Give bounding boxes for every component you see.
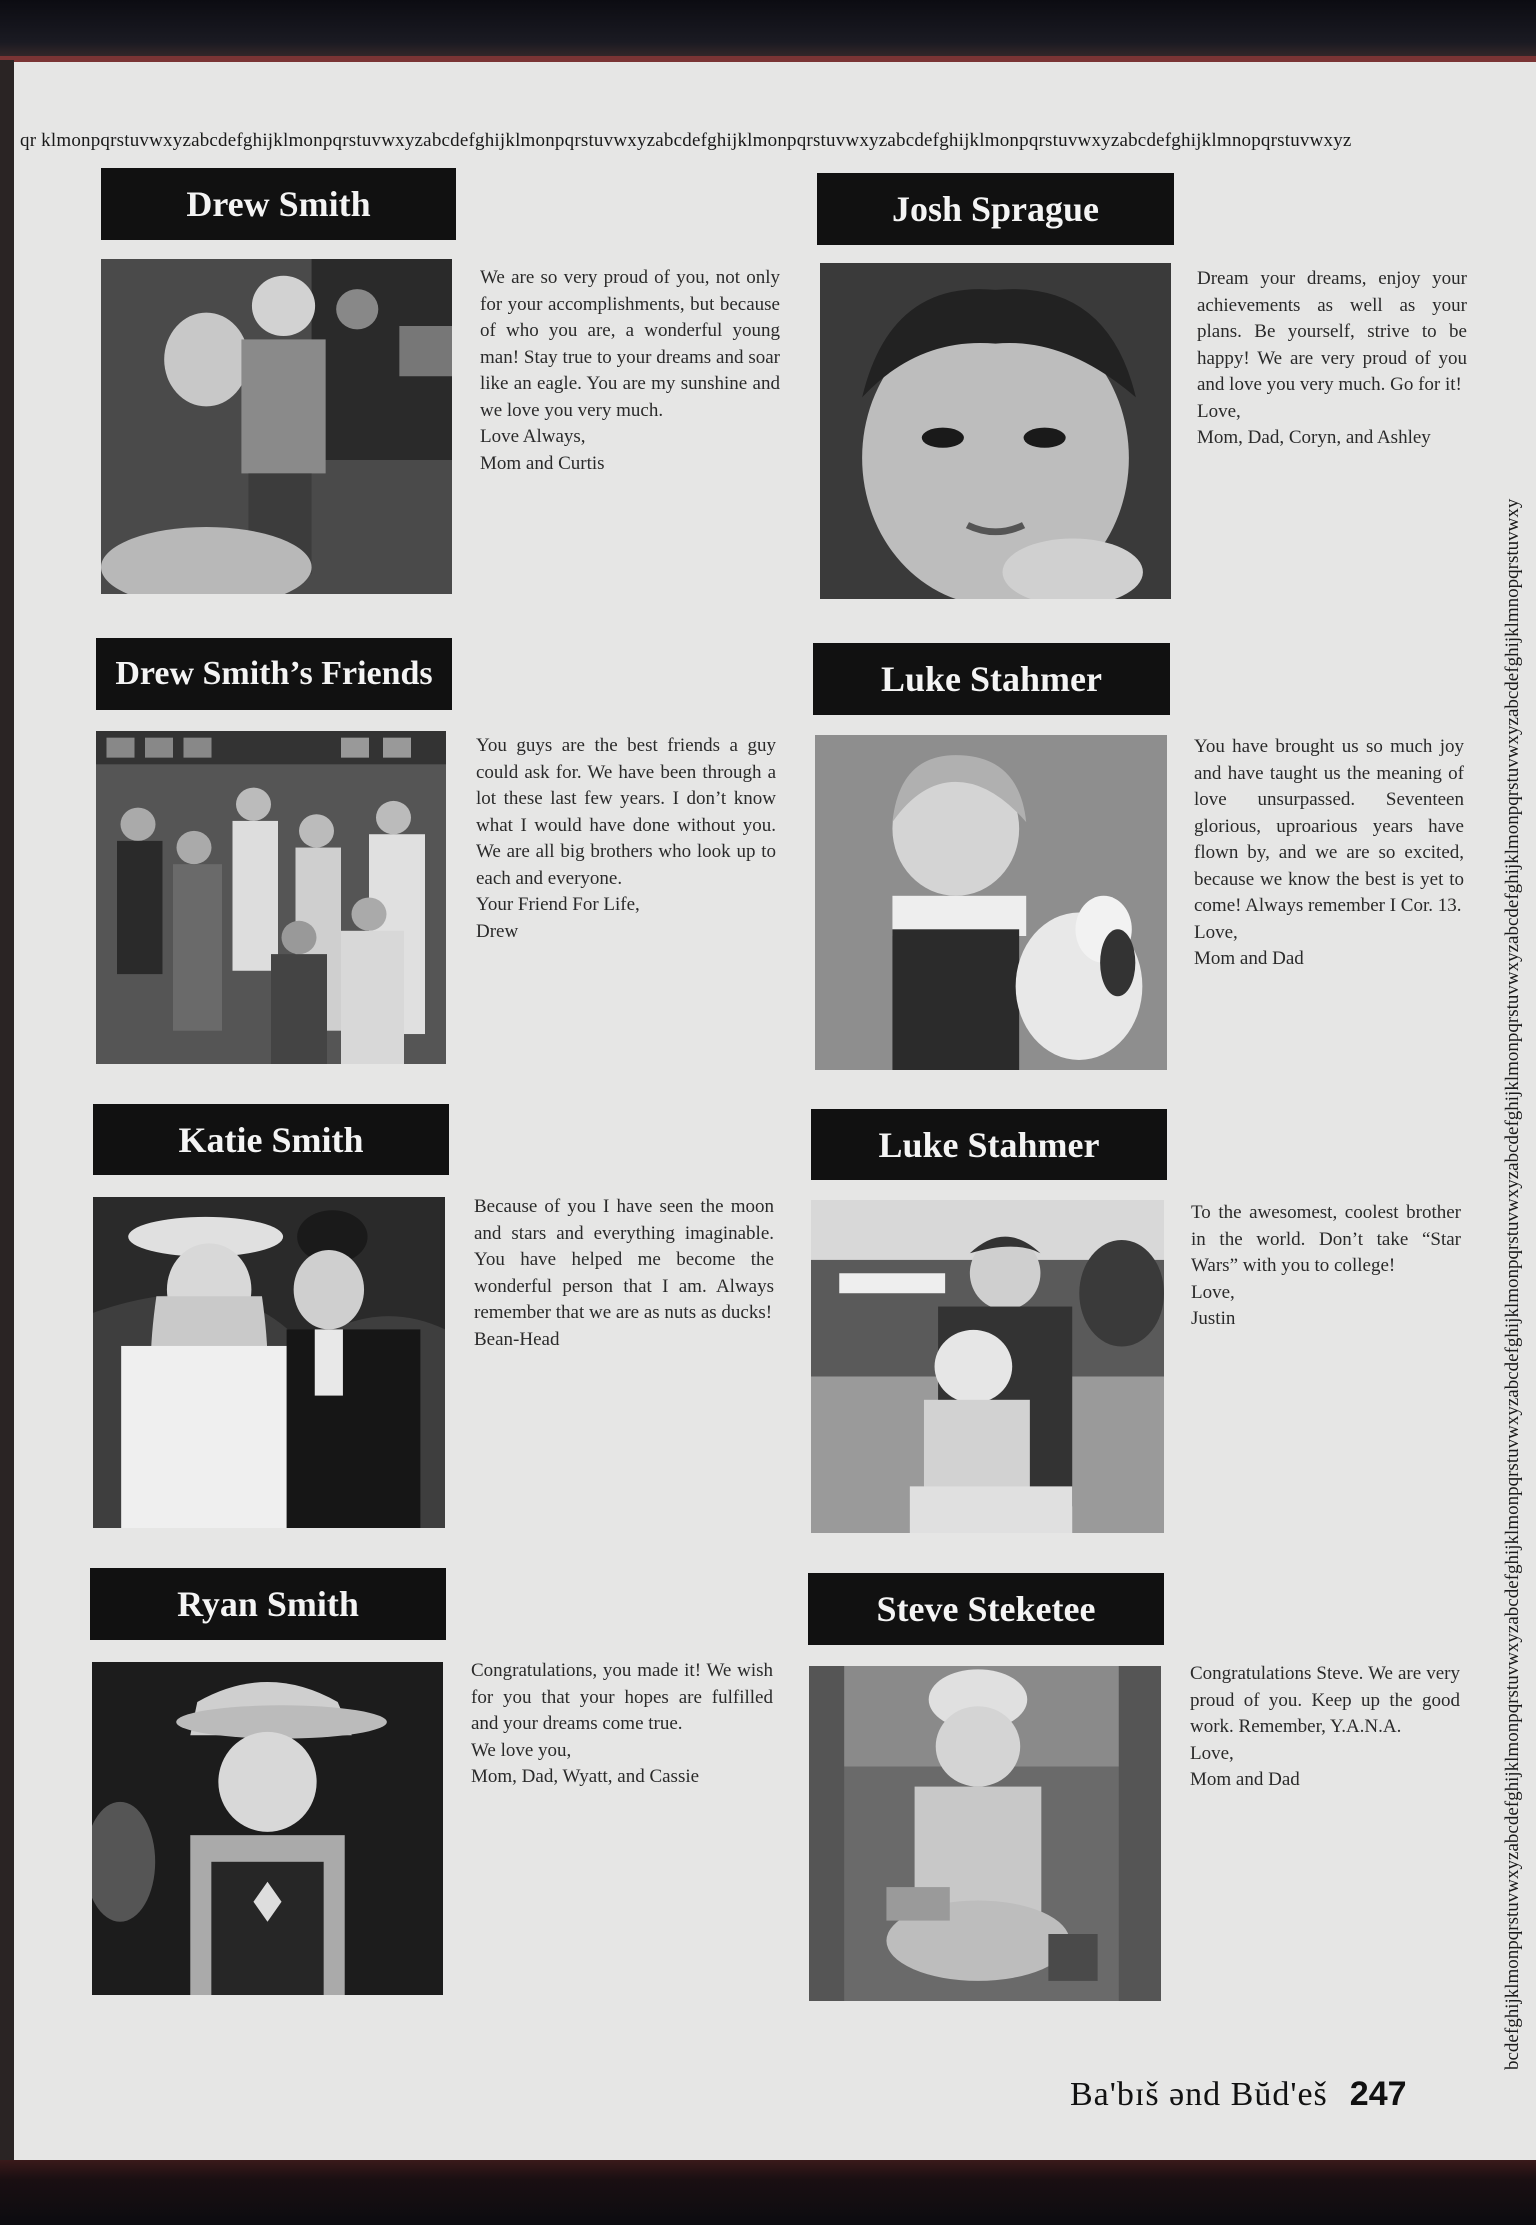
photo-boy-in-cap-and-overalls <box>92 1662 443 1995</box>
message-signature: Drew <box>476 920 519 942</box>
photo-two-girls-in-costume <box>93 1197 445 1528</box>
top-dark-band <box>0 0 1536 60</box>
photo-toddler-with-stuffed-dog <box>815 735 1167 1070</box>
message <box>480 265 780 477</box>
page-number: 247 <box>1349 2075 1407 2113</box>
page-footer <box>1070 2075 1470 2119</box>
message-closing: We love you, <box>471 1739 572 1761</box>
message-closing: Love, <box>1190 1742 1234 1764</box>
message-signature: Mom and Curtis <box>480 452 605 474</box>
message-signature: Mom and Dad <box>1190 1769 1300 1790</box>
photo-toddler-closeup <box>820 263 1171 599</box>
message <box>1191 1200 1461 1333</box>
name-bar: Ryan Smith <box>90 1568 446 1640</box>
message <box>474 1194 774 1353</box>
message-body: Because of you I have seen the moon and stars and everything imaginable. You have helped me become the wonderful person that I am. Always remember that we are as nuts as ducks! <box>474 1196 774 1323</box>
message-signature: Mom, Dad, Coryn, and Ashley <box>1197 427 1431 448</box>
name-bar: Drew Smith <box>101 168 456 240</box>
message-signature: Justin <box>1191 1308 1236 1329</box>
message <box>1197 266 1467 452</box>
message-closing: Love, <box>1191 1281 1235 1303</box>
photo-boy-with-stuffed-animal <box>101 259 452 594</box>
message <box>471 1658 773 1791</box>
message <box>476 733 776 945</box>
message <box>1194 734 1464 973</box>
message-body: We are so very proud of you, not only for your accomplishments, but because of who you are, a wonderful young man! Stay true to your dreams and soar like an eagle. You are my sunshine and we love you very much. <box>480 267 780 421</box>
name-bar: Luke Stahmer <box>811 1109 1167 1180</box>
name-bar: Steve Steketee <box>808 1573 1164 1645</box>
message-closing: Love, <box>1194 921 1238 943</box>
message-signature: Mom and Dad <box>1194 948 1304 969</box>
message-signature: Mom, Dad, Wyatt, and Cassie <box>471 1766 700 1787</box>
photo-group-of-friends <box>96 731 446 1064</box>
name-bar: Josh Sprague <box>817 173 1174 245</box>
alphabet-border-right <box>1502 160 1524 2070</box>
message-closing: Love, <box>1197 400 1241 422</box>
message-body: Congratulations, you made it! We wish for you that your hopes are fulfilled and your dreams come true. <box>471 1660 773 1734</box>
name-bar: Luke Stahmer <box>813 643 1170 715</box>
photo-boy-holding-baby <box>811 1200 1164 1533</box>
message-body: To the awesomest, coolest brother in the world. Don’t take “Star Wars” with you to college! <box>1191 1202 1461 1276</box>
message-closing: Love Always, <box>480 426 586 447</box>
message-body: You guys are the best friends a guy could ask for. We have been through a lot these last few years. I don’t know what I would have done without you. We are all big brothers who look up to each and everyone. <box>476 735 776 889</box>
message-body: Dream your dreams, enjoy your achievements as well as your plans. Be yourself, strive to be happy! We are very proud of you and love you very much. Go for it! <box>1197 268 1467 395</box>
message-body: Congratulations Steve. We are very proud of you. Keep up the good work. Remember, Y.A.N.A. <box>1190 1663 1460 1737</box>
message-signature: Bean-Head <box>474 1328 560 1350</box>
name-bar: Drew Smith’s Friends <box>96 638 452 710</box>
photo-baby-in-hat <box>809 1666 1161 2001</box>
section-title: Ba'bɪš ənd Bŭd'eš <box>1070 2076 1328 2113</box>
name-bar: Katie Smith <box>93 1104 449 1175</box>
left-binding-strip <box>0 60 14 2160</box>
bottom-dark-band <box>0 2160 1536 2225</box>
message-closing: Your Friend For Life, <box>476 894 640 915</box>
message-body: You have brought us so much joy and have taught us the meaning of love unsurpassed. Seventeen glorious, uproarious years have flown by, and we are so excited, because we know the best is yet to come! Always remember I Cor. 13. <box>1194 736 1464 916</box>
alphabet-border-right-text: bcdefghijklmonpqrstuvwxyzabcdefghijklmonpqrstuvwxyzabcdefghijklmonpqrstuvwxyzabcdefghijklmonpqrstuvwxyzabcdefghijklmonpqrstuvwxyzabcdefghijklmonpqrstuvwxyzabcdefghijklmnopqrstuvwxy <box>1502 498 1523 2070</box>
alphabet-border-top: qr klmonpqrstuvwxyzabcdefghijklmonpqrstuvwxyzabcdefghijklmonpqrstuvwxyzabcdefghijklmonpqrstuvwxyzabcdefghijklmonpqrstuvwxyzabcdefghijklmnopqrstuvwxyz <box>20 130 1352 151</box>
message <box>1190 1661 1460 1794</box>
